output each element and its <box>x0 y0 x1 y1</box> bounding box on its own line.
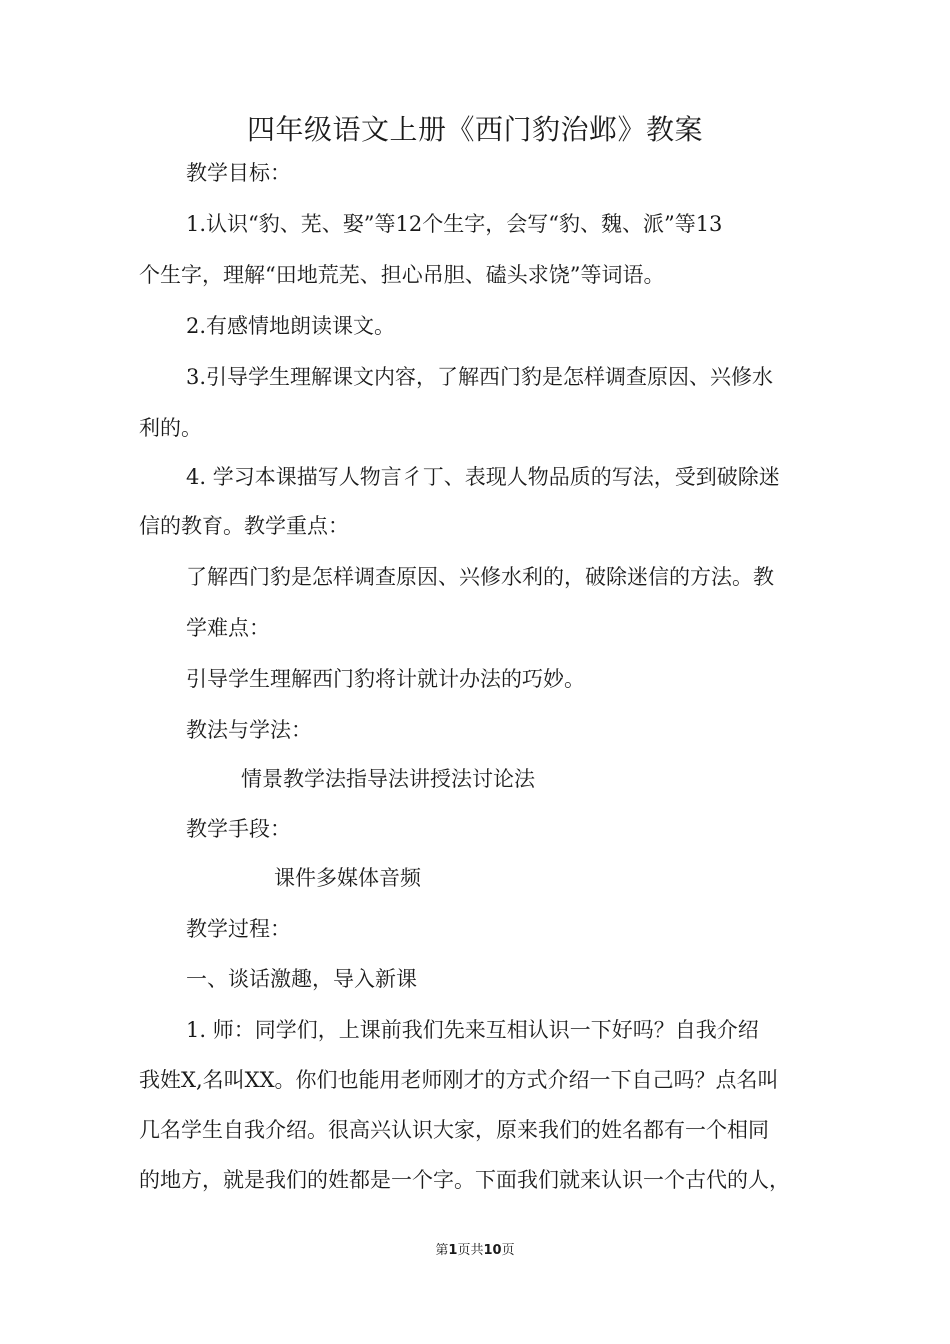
paragraph-line: 课件多媒体音频 <box>274 866 421 890</box>
paragraph-line: 了解西门豹是怎样调查原因、兴修水利的，破除迷信的方法。教 <box>186 565 774 589</box>
footer-middle: 页共 <box>457 1243 484 1258</box>
paragraph-line: 3.引导学生理解课文内容，了解西门豹是怎样调查原因、兴修水 <box>186 365 774 389</box>
footer-current-page: 1 <box>448 1243 458 1258</box>
paragraph-line: 几名学生自我介绍。很高兴认识大家，原来我们的姓名都有一个相同 <box>139 1118 769 1142</box>
paragraph-line: 情景教学法指导法讲授法讨论法 <box>241 767 535 791</box>
paragraph-line: 1. 师：同学们，上课前我们先来互相认识一下好吗？自我介绍 <box>186 1018 759 1042</box>
page-footer <box>0 1239 950 1258</box>
footer-suffix: 页 <box>501 1243 515 1258</box>
document-title: 四年级语文上册《西门豹治邺》教案 <box>246 113 703 146</box>
paragraph-line: 1.认识“豹、芜、娶”等12个生字，会写“豹、魏、派”等13 <box>186 212 723 236</box>
paragraph-line: 的地方，就是我们的姓都是一个字。下面我们就来认识一个古代的人， <box>139 1168 790 1192</box>
paragraph-line: 引导学生理解西门豹将计就计办法的巧妙。 <box>186 667 585 691</box>
paragraph-line: 教学目标： <box>186 161 291 185</box>
paragraph-line: 个生字，理解“田地荒芜、担心吊胆、磕头求饶”等词语。 <box>139 263 665 287</box>
footer-total-pages: 10 <box>483 1243 502 1258</box>
paragraph-line: 教学手段： <box>186 817 291 841</box>
paragraph-line: 教法与学法： <box>186 718 312 742</box>
paragraph-line: 信的教育。教学重点： <box>139 514 349 538</box>
footer-prefix: 第 <box>435 1243 449 1258</box>
paragraph-line: 一、谈话激趣，导入新课 <box>186 967 417 991</box>
paragraph-line: 利的。 <box>139 416 202 440</box>
paragraph-line: 我姓X,名叫XX。你们也能用老师刚才的方式介绍一下自己吗？点名叫 <box>139 1068 779 1092</box>
paragraph-line: 教学过程： <box>186 917 291 941</box>
paragraph-line: 2.有感情地朗读课文。 <box>186 314 396 338</box>
paragraph-line: 学难点： <box>186 616 270 640</box>
paragraph-line: 4. 学习本课描写人物言彳丁、表现人物品质的写法，受到破除迷 <box>186 465 780 489</box>
